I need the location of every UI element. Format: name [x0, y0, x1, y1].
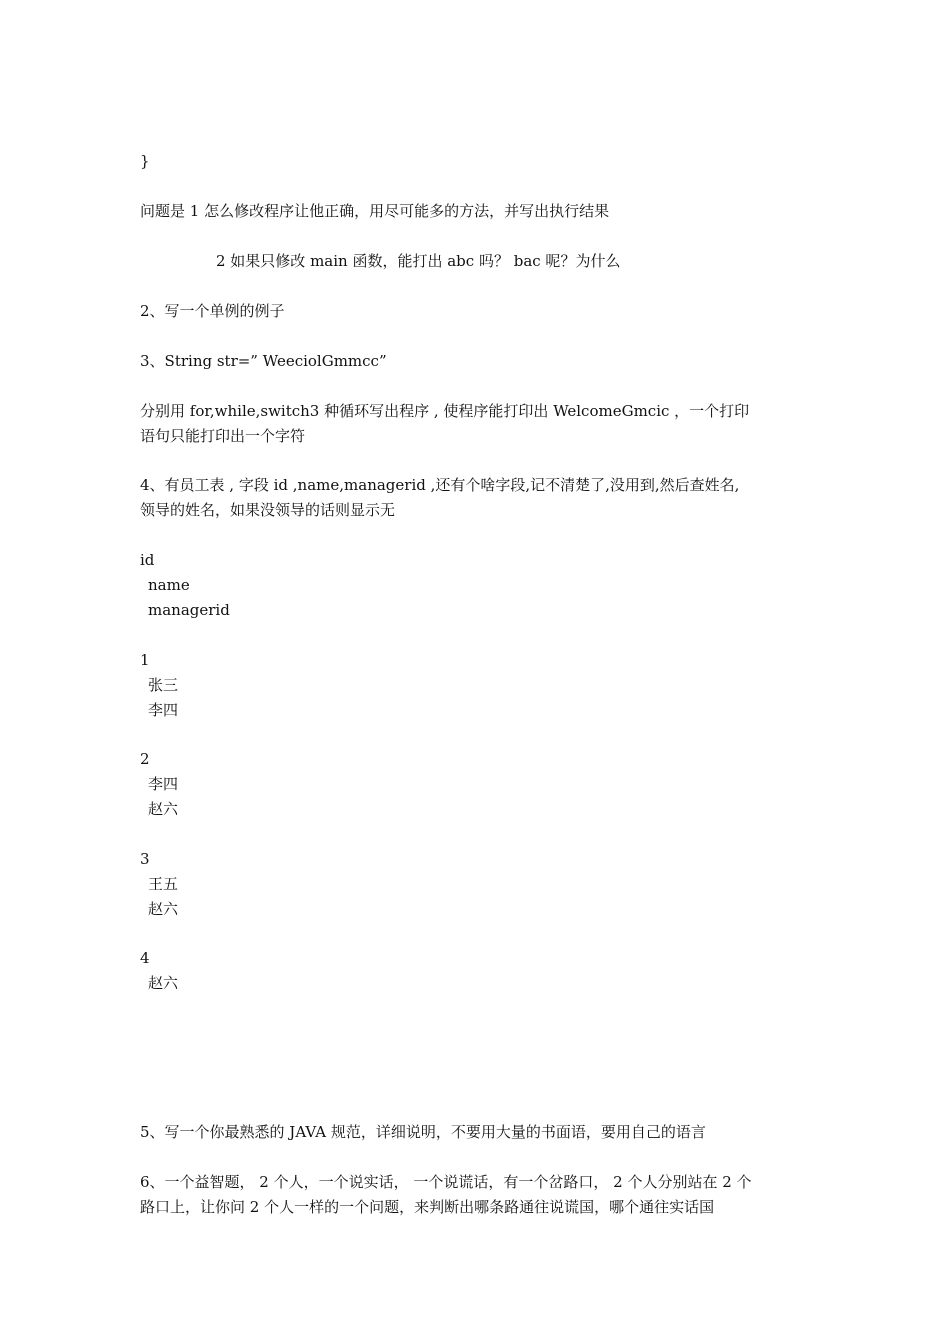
- closing-brace: }: [140, 152, 150, 170]
- table-row-4-name: 赵六: [148, 974, 179, 992]
- table-row-1-name: 张三: [148, 676, 179, 694]
- question-6-line-1: 6、一个益智题， 2 个人，一个说实话， 一个说谎话，有一个岔路口， 2 个人分别站在 2 个: [140, 1173, 752, 1191]
- table-row-2-id: 2: [140, 750, 150, 768]
- question-4-line-1: 4、有员工表 , 字段 id ,name,managerid ,还有个啥字段,记不清楚了,没用到,然后查姓名,: [140, 476, 740, 494]
- table-header-id: id: [140, 551, 155, 569]
- question-4-line-2: 领导的姓名，如果没领导的话则显示无: [140, 501, 396, 519]
- table-row-3-managerid: 赵六: [148, 900, 179, 918]
- table-row-3-id: 3: [140, 850, 150, 868]
- question-1-prompt: 问题是 1 怎么修改程序让他正确，用尽可能多的方法，并写出执行结果: [140, 202, 610, 220]
- table-row-1-managerid: 李四: [148, 701, 179, 719]
- question-2: 2、写一个单例的例子: [140, 302, 285, 320]
- question-5: 5、写一个你最熟悉的 JAVA 规范，详细说明，不要用大量的书面语，要用自己的语言: [140, 1123, 706, 1141]
- question-3-line-2: 语句只能打印出一个字符: [140, 427, 306, 445]
- table-row-3-name: 王五: [148, 875, 179, 893]
- table-row-1-id: 1: [140, 651, 150, 669]
- table-row-2-name: 李四: [148, 775, 179, 793]
- table-row-4-id: 4: [140, 949, 150, 967]
- table-header-name: name: [148, 576, 190, 594]
- question-6-line-2: 路口上，让你问 2 个人一样的一个问题，来判断出哪条路通往说谎国，哪个通往实话国: [140, 1198, 715, 1216]
- table-header-managerid: managerid: [148, 601, 230, 619]
- question-1-subquestion: 2 如果只修改 main 函数，能打出 abc 吗？ bac 呢？为什么: [216, 252, 621, 270]
- question-3-title: 3、String str=” WeeciolGmmcc”: [140, 352, 387, 370]
- question-3-line-1: 分别用 for,while,switch3 种循环写出程序 , 使程序能打印出 WelcomeGmcic ，一个打印: [140, 402, 750, 420]
- table-row-2-managerid: 赵六: [148, 800, 179, 818]
